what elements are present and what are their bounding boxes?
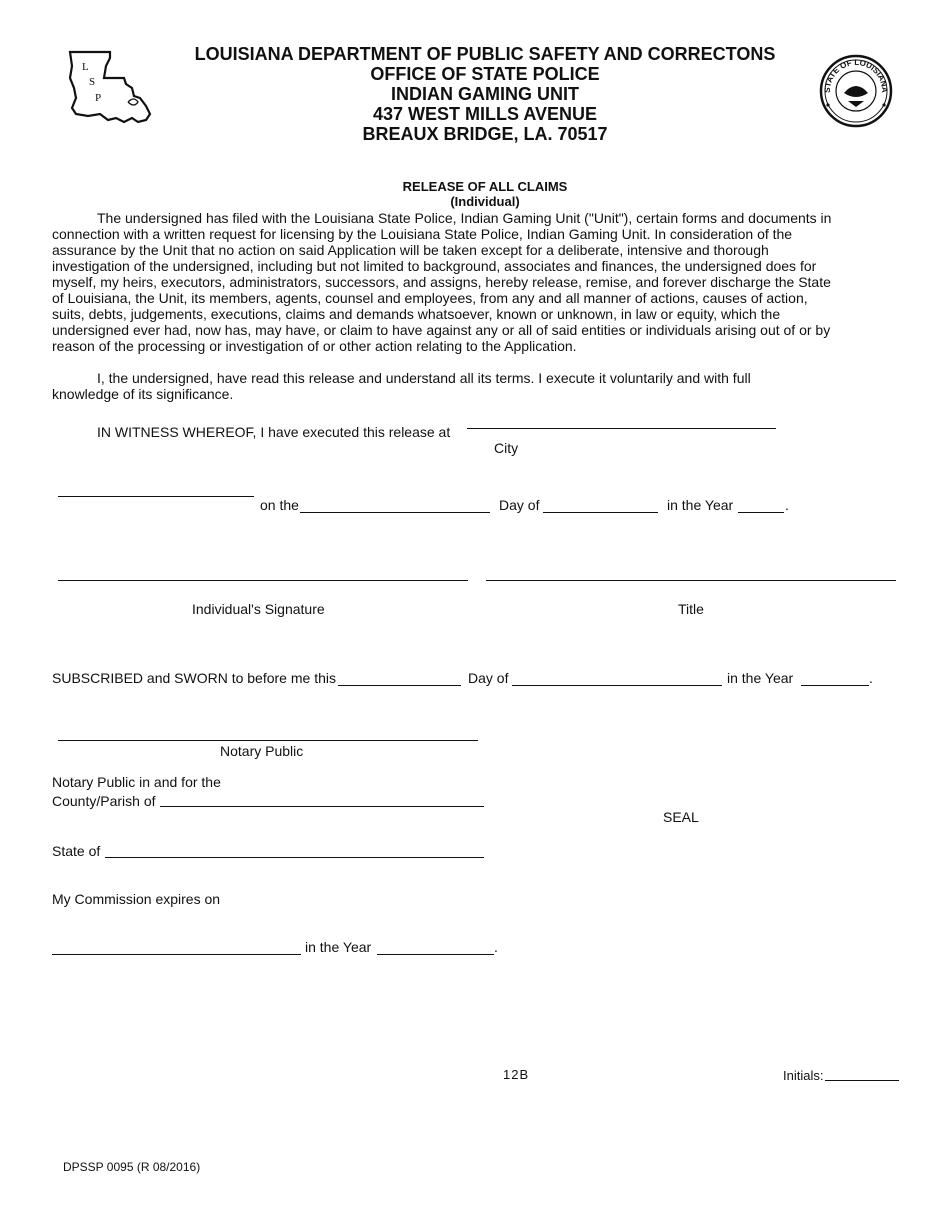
state-seal-icon	[818, 53, 894, 129]
execution-year-line[interactable]	[738, 512, 784, 513]
commission-year-line[interactable]	[377, 954, 494, 955]
page-code: 12B	[503, 1067, 530, 1082]
day-of-label: Day of	[499, 497, 540, 513]
form-title: RELEASE OF ALL CLAIMS	[402, 179, 568, 194]
header-unit: INDIAN GAMING UNIT	[391, 84, 579, 104]
commission-period: .	[494, 939, 498, 955]
header-office: OFFICE OF STATE POLICE	[370, 64, 600, 84]
seal-label: SEAL	[663, 809, 699, 825]
execution-day-line[interactable]	[300, 512, 490, 513]
initials-label: Initials:	[783, 1068, 824, 1083]
on-the-label: on the	[260, 497, 299, 513]
execution-month-line[interactable]	[543, 512, 658, 513]
initials-input-line[interactable]	[825, 1080, 899, 1081]
sworn-day-line[interactable]	[338, 685, 461, 686]
release-paragraph: The undersigned has filed with the Louisiana State Police, Indian Gaming Unit ("Unit"), certain forms and documents in connection with a written request for licensing by the Louisiana State Police, Indian Gaming Unit. In consideration of the assurance by the Unit that no action on said Application will be taken except for a deliberate, intensive and thorough investigation of the undersigned, including but not limited to background, associates and finances, the undersigned does for myself, my heirs, executors, administrators, successors, and assigns, hereby release, remise, and forever discharge the State of Louisiana, the Unit, its members, agents, counsel and employees, from any and all manner of actions, causes of action, suits, debts, judgements, executions, claims and demands whatsoever, known or unknown, in law or equity, which the undersigned ever had, now has, may have, or claim to have against any or all of said entities or individuals arising out of or by reason of the processing or investigation of or other action relating to the Application.	[52, 210, 832, 354]
county-label: County/Parish of	[52, 793, 156, 809]
lsp-logo	[62, 48, 157, 128]
city-label: City	[494, 440, 519, 456]
sworn-label: SUBSCRIBED and SWORN to before me this	[52, 670, 336, 686]
state-seal	[818, 53, 894, 129]
county-input-line[interactable]	[160, 806, 484, 807]
acknowledgement-paragraph: I, the undersigned, have read this release and understand all its terms. I execute it voluntarily and with full knowledge of its significance.	[52, 370, 751, 402]
title-label: Title	[678, 601, 704, 617]
witness-label: IN WITNESS WHEREOF, I have executed this release at	[97, 424, 451, 440]
title-line[interactable]	[486, 580, 896, 581]
signature-line[interactable]	[58, 580, 468, 581]
sworn-month-line[interactable]	[512, 685, 722, 686]
svg-text:STATE OF LOUISIANA: STATE OF LOUISIANA	[822, 57, 890, 93]
header-city: BREAUX BRIDGE, LA. 70517	[362, 124, 608, 144]
execution-place-line[interactable]	[58, 496, 254, 497]
commission-date-line[interactable]	[52, 954, 301, 955]
header-department: LOUISIANA DEPARTMENT OF PUBLIC SAFETY AND CORRECTONS	[194, 44, 776, 64]
commission-label: My Commission expires on	[52, 891, 221, 907]
logo-letter-s: S	[89, 76, 96, 88]
state-label: State of	[52, 843, 101, 859]
notary-signature-line[interactable]	[58, 740, 478, 741]
notary-label: Notary Public	[220, 743, 304, 759]
sworn-period: .	[869, 670, 873, 686]
commission-in-year-label: in the Year	[305, 939, 372, 955]
logo-letter-l: L	[82, 61, 89, 73]
execution-period: .	[785, 497, 789, 513]
signature-label: Individual's Signature	[192, 601, 325, 617]
sworn-year-line[interactable]	[801, 685, 869, 686]
sworn-in-year-label: in the Year	[727, 670, 794, 686]
in-year-label: in the Year	[667, 497, 734, 513]
logo-letter-p: P	[95, 92, 102, 104]
form-number: DPSSP 0095 (R 08/2016)	[63, 1160, 201, 1174]
city-input-line[interactable]	[467, 428, 776, 429]
notary-for-label: Notary Public in and for the	[52, 774, 221, 790]
sworn-day-of-label: Day of	[468, 670, 509, 686]
louisiana-outline-icon	[62, 48, 157, 128]
form-subtitle: (Individual)	[450, 194, 520, 209]
state-input-line[interactable]	[105, 857, 484, 858]
header-street: 437 WEST MILLS AVENUE	[372, 104, 598, 124]
